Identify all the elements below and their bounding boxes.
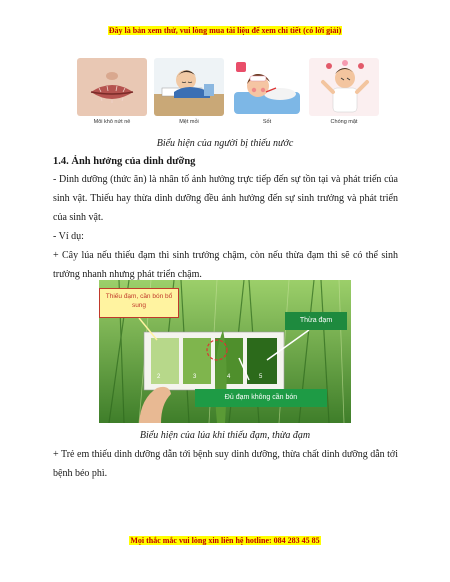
symptom-tired: Mệt mỏi <box>154 58 224 128</box>
paragraph-example-label: - Ví dụ: <box>53 231 84 242</box>
tired-student-icon <box>154 58 224 116</box>
symptom-dry-lips: Môi khô nứt nẻ <box>77 58 147 128</box>
rice-nitrogen-figure <box>99 280 351 423</box>
symptom-fever: Sốt <box>232 58 302 128</box>
figure-caption: Biểu hiện của người bị thiếu nước <box>156 138 294 149</box>
chart-number: 4 <box>227 374 231 380</box>
section-heading: 1.4. Ảnh hưởng của dinh dưỡng <box>53 156 196 167</box>
nitrogen-deficit-callout: Thiếu đạm, cần bón bổ sung <box>99 288 179 318</box>
preview-notice: Đây là bản xem thử, vui lòng mua tài liệu để xem chi tiết (có lời giải) <box>108 26 342 35</box>
figure-caption-rice: Biểu hiện của lúa khi thiếu đạm, thừa đạm <box>139 430 311 441</box>
paragraph-rice-example: + Cây lúa nếu thiếu đạm thì sinh trưởng chậm, còn nếu thừa đạm thì sẽ có thể sinh trưởng nhanh nhưng phát triển chậm. <box>53 250 398 280</box>
symptom-dizzy: Chóng mặt <box>309 58 379 128</box>
nitrogen-excess-callout: Thừa đạm <box>285 312 347 330</box>
nitrogen-enough-callout: Đủ đạm không cần bón <box>195 389 327 407</box>
hotline-notice: Mọi thắc mắc vui lòng xin liên hệ hotline: 084 283 45 85 <box>130 536 320 545</box>
dizzy-man-icon <box>309 58 379 116</box>
chart-number: 5 <box>259 374 263 380</box>
fever-child-icon <box>232 58 302 116</box>
chart-number: 2 <box>157 374 161 380</box>
chart-number: 3 <box>193 374 197 380</box>
paragraph-child-nutrition: + Trẻ em thiếu dinh dưỡng dẫn tới bệnh suy dinh dưỡng, thừa chất dinh dưỡng dẫn tới bệnh béo phì. <box>53 449 398 479</box>
dry-lips-icon <box>77 58 147 116</box>
paragraph-nutrition: - Dinh dưỡng (thức ăn) là nhân tố ảnh hưởng trực tiếp đến sự tồn tại và phát triển của sinh vật. Thiếu hay thừa dinh dưỡng đều ảnh hưởng đến sự sinh trưởng và phát triển của sinh vật. <box>53 174 398 223</box>
thirst-symptoms-figure <box>77 58 379 128</box>
